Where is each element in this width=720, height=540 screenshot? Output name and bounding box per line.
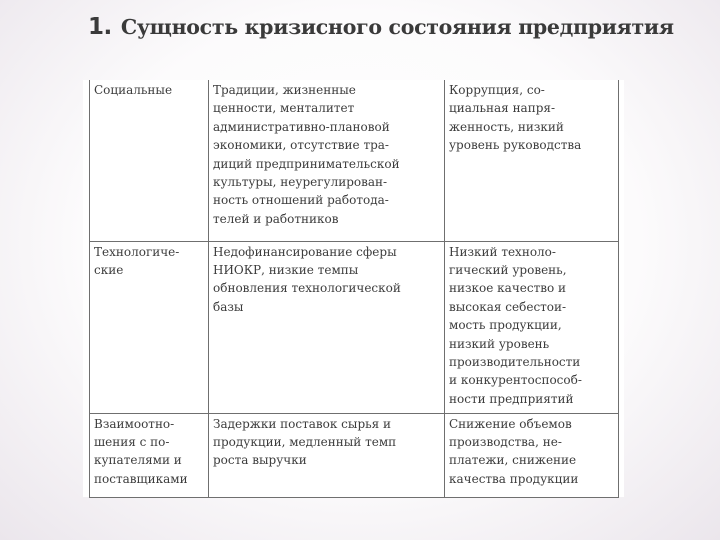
cell-text-line: ности предприятий	[449, 391, 574, 406]
cell-text-line: мость продукции,	[449, 318, 562, 333]
cell-text-line: Снижение объемов	[449, 416, 572, 431]
cell-text-line: Низкий техноло-	[449, 244, 556, 259]
cell-text-line: уровень руководства	[449, 138, 582, 153]
cell-text-line: ность отношений работода-	[213, 193, 389, 208]
table-row	[90, 241, 619, 413]
slide-title	[88, 14, 708, 54]
causes-cell	[209, 80, 445, 241]
cell-text-line: телей и работников	[213, 211, 339, 226]
cell-text-line: Социальные	[94, 83, 173, 97]
cell-text-line: платежи, снижение	[449, 453, 577, 468]
cell-text-line: базы	[213, 299, 244, 314]
cell-text-line: культуры, неурегулирован-	[213, 175, 388, 190]
table-image	[83, 80, 624, 497]
cell-text-line: высокая себестои-	[449, 299, 567, 314]
cell-text-line: ские	[94, 262, 124, 277]
table-row	[90, 413, 619, 497]
cell-text-line: Технологиче-	[94, 244, 180, 259]
cell-text-line: купателями и	[94, 453, 182, 468]
table-row	[90, 80, 619, 241]
cell-text-line: гический уровень,	[449, 262, 567, 277]
crisis-factors-table	[89, 80, 619, 498]
cell-text-line: низкий уровень	[449, 336, 550, 351]
cell-text-line: административно-плановой	[213, 119, 390, 134]
cell-text-line: роста выручки	[213, 453, 307, 468]
cell-text-line: Коррупция, со-	[449, 83, 545, 97]
cell-text-line: циальная напря-	[449, 101, 556, 116]
cell-text-line: производительности	[449, 354, 581, 369]
cell-text-line: шения с по-	[94, 434, 170, 449]
cell-text-line: женность, низкий	[449, 119, 564, 134]
cell-text-line: Задержки поставок сырья и	[213, 416, 392, 431]
cell-text-line: НИОКР, низкие темпы	[213, 262, 359, 277]
title-number: 1.	[88, 14, 112, 40]
cell-text-line: обновления технологической	[213, 281, 401, 296]
cell-text-line: качества продукции	[449, 471, 579, 486]
factor-cell	[90, 241, 209, 413]
causes-cell	[209, 413, 445, 497]
cell-text-line: производства, не-	[449, 434, 562, 449]
cell-text-line: диций предпринимательской	[213, 156, 400, 171]
title-text: Сущность кризисного состояния предприятия	[120, 15, 674, 39]
cell-text-line: низкое качество и	[449, 281, 567, 296]
cell-text-line: и конкурентоспособ-	[449, 373, 582, 388]
causes-cell	[209, 241, 445, 413]
cell-text-line: экономики, отсутствие тра-	[213, 138, 389, 153]
consequences-cell	[445, 241, 619, 413]
cell-text-line: Традиции, жизненные	[213, 83, 356, 97]
consequences-cell	[445, 80, 619, 241]
consequences-cell	[445, 413, 619, 497]
cell-text-line: ценности, менталитет	[213, 101, 355, 116]
cell-text-line: Взаимоотно-	[94, 416, 175, 431]
cell-text-line: поставщиками	[94, 471, 188, 486]
factor-cell	[90, 80, 209, 241]
cell-text-line: продукции, медленный темп	[213, 434, 397, 449]
factor-cell	[90, 413, 209, 497]
cell-text-line: Недофинансирование сферы	[213, 244, 397, 259]
